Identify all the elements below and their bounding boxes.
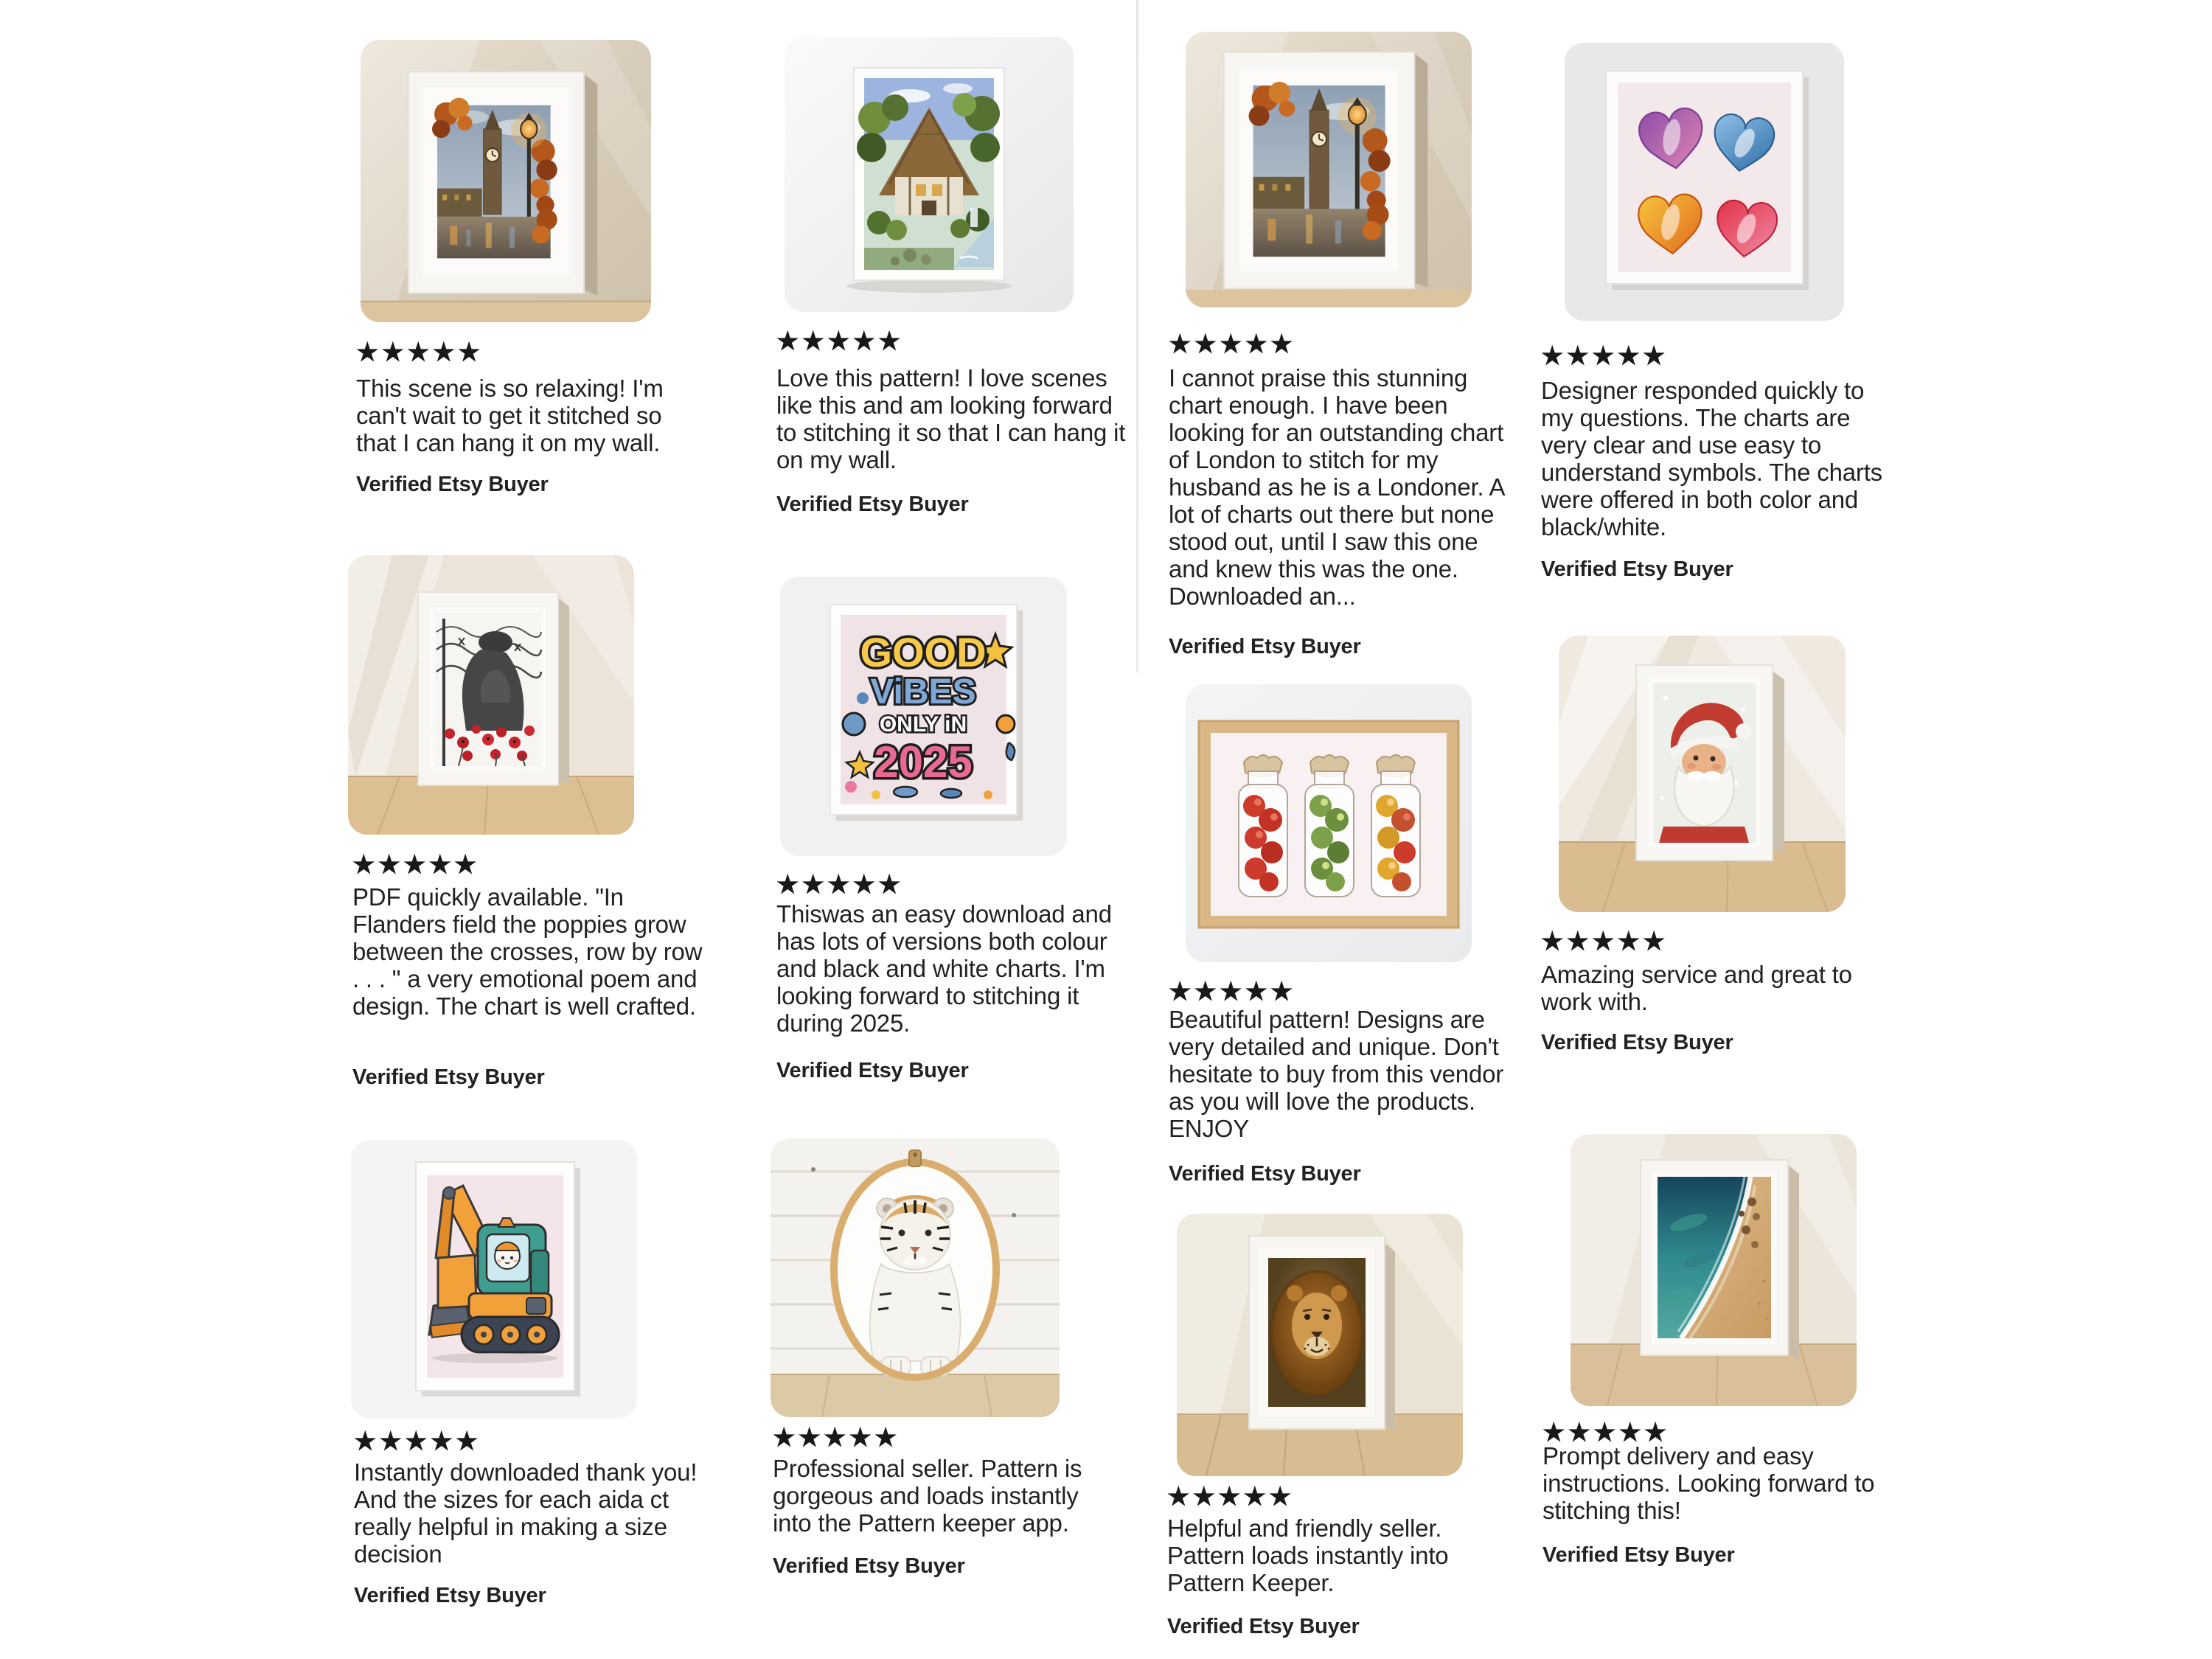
product-image-aerial-beach[interactable]	[1571, 1134, 1857, 1406]
star-rating: ★★★★★	[356, 338, 484, 366]
verified-buyer-label: Verified Etsy Buyer	[1543, 1543, 1735, 1567]
beach-illustration	[1571, 1134, 1857, 1406]
product-image-cat-excavator[interactable]	[351, 1140, 637, 1419]
tiger-hoop-illustration	[771, 1138, 1060, 1417]
verified-buyer-label: Verified Etsy Buyer	[776, 1059, 969, 1082]
review-text: I cannot praise this stunning chart enough. I have been looking for an outstanding chart of London to stitch for my husband as he is a Londoner. A lot of charts out there but none stood out, until I saw this one and knew this was the one. Downloaded an...	[1169, 364, 1504, 610]
review-text: Love this pattern! I love scenes like this and am looking forward to stitching it so that I can hang it on my wall.	[776, 364, 1126, 473]
star-rating: ★★★★★	[1169, 978, 1296, 1006]
product-image-big-ben-autumn-2[interactable]	[1186, 32, 1472, 307]
product-image-good-vibes-2025[interactable]	[780, 577, 1067, 856]
star-rating: ★★★★★	[1541, 928, 1669, 956]
review-text: Beautiful pattern! Designs are very detailed and unique. Don't hesitate to buy from this vendor as you will love the products. ENJOY	[1169, 1006, 1504, 1142]
verified-buyer-label: Verified Etsy Buyer	[1541, 1031, 1733, 1054]
verified-buyer-label: Verified Etsy Buyer	[1167, 1615, 1360, 1638]
review-text: Instantly downloaded thank you! And the sizes for each aida ct really helpful in making a size decision	[354, 1458, 698, 1568]
product-image-big-ben-autumn[interactable]	[361, 40, 651, 322]
star-rating: ★★★★★	[1167, 1483, 1295, 1511]
star-rating: ★★★★★	[352, 851, 480, 879]
good-vibes-word-vibes: ViBES	[870, 672, 976, 712]
product-image-cottage[interactable]	[785, 37, 1074, 312]
good-vibes-word-onlyin: ONLY iN	[879, 712, 967, 737]
verified-buyer-label: Verified Etsy Buyer	[1169, 1162, 1361, 1186]
soldier-poppies-illustration	[348, 555, 634, 835]
verified-buyer-label: Verified Etsy Buyer	[354, 1584, 546, 1607]
big-ben-autumn-illustration-2	[1186, 32, 1472, 307]
good-vibes-word-2025: 2025	[874, 737, 973, 787]
column-divider	[1136, 0, 1138, 672]
verified-buyer-label: Verified Etsy Buyer	[1169, 635, 1361, 658]
review-text: Amazing service and great to work with.	[1541, 961, 1852, 1015]
review-text: Professional seller. Pattern is gorgeous and loads instantly into the Pattern keeper app.	[773, 1455, 1082, 1537]
lion-illustration	[1177, 1214, 1463, 1476]
review-text: Designer responded quickly to my questions. The charts are very clear and use easy to understand symbols. The charts were offered in both color and black/white.	[1541, 377, 1882, 540]
verified-buyer-label: Verified Etsy Buyer	[356, 473, 549, 496]
verified-buyer-label: Verified Etsy Buyer	[776, 493, 969, 516]
four-hearts-illustration	[1565, 43, 1844, 321]
product-image-four-hearts[interactable]	[1565, 43, 1844, 321]
star-rating: ★★★★★	[773, 1424, 900, 1452]
excavator-illustration	[351, 1140, 637, 1419]
review-text: PDF quickly available. "In Flanders field the poppies grow between the crosses, row by row . . . " a very emotional poem and design. The chart is well crafted.	[352, 883, 703, 1020]
cottage-illustration	[785, 37, 1074, 312]
verified-buyer-label: Verified Etsy Buyer	[773, 1554, 965, 1578]
product-image-flanders-soldier[interactable]	[348, 555, 634, 835]
big-ben-autumn-illustration	[361, 40, 651, 322]
good-vibes-illustration	[780, 577, 1067, 856]
review-text: Thiswas an easy download and has lots of versions both colour and black and white charts. I'm looking forward to stitching it during 2025.	[776, 900, 1112, 1037]
santa-illustration	[1559, 636, 1846, 912]
good-vibes-word-good: GOOD	[860, 629, 987, 675]
star-rating: ★★★★★	[354, 1427, 481, 1455]
jars-illustration	[1186, 684, 1472, 962]
product-image-lion[interactable]	[1177, 1214, 1463, 1476]
star-rating: ★★★★★	[1541, 342, 1669, 370]
review-text: Prompt delivery and easy instructions. Looking forward to stitching this!	[1543, 1442, 1875, 1524]
verified-buyer-label: Verified Etsy Buyer	[1541, 557, 1733, 581]
star-rating: ★★★★★	[776, 327, 904, 355]
verified-buyer-label: Verified Etsy Buyer	[352, 1065, 545, 1089]
review-text: This scene is so relaxing! I'm can't wait to get it stitched so that I can hang it on my wall.	[356, 375, 664, 456]
product-image-santa[interactable]	[1559, 636, 1846, 912]
review-text: Helpful and friendly seller. Pattern loads instantly into Pattern Keeper.	[1167, 1514, 1449, 1596]
product-image-pickled-jars[interactable]	[1186, 684, 1472, 962]
star-rating: ★★★★★	[776, 871, 904, 899]
product-image-tiger-hoop[interactable]	[771, 1138, 1060, 1417]
star-rating: ★★★★★	[1169, 330, 1296, 358]
star-rating: ★★★★★	[1543, 1419, 1670, 1447]
